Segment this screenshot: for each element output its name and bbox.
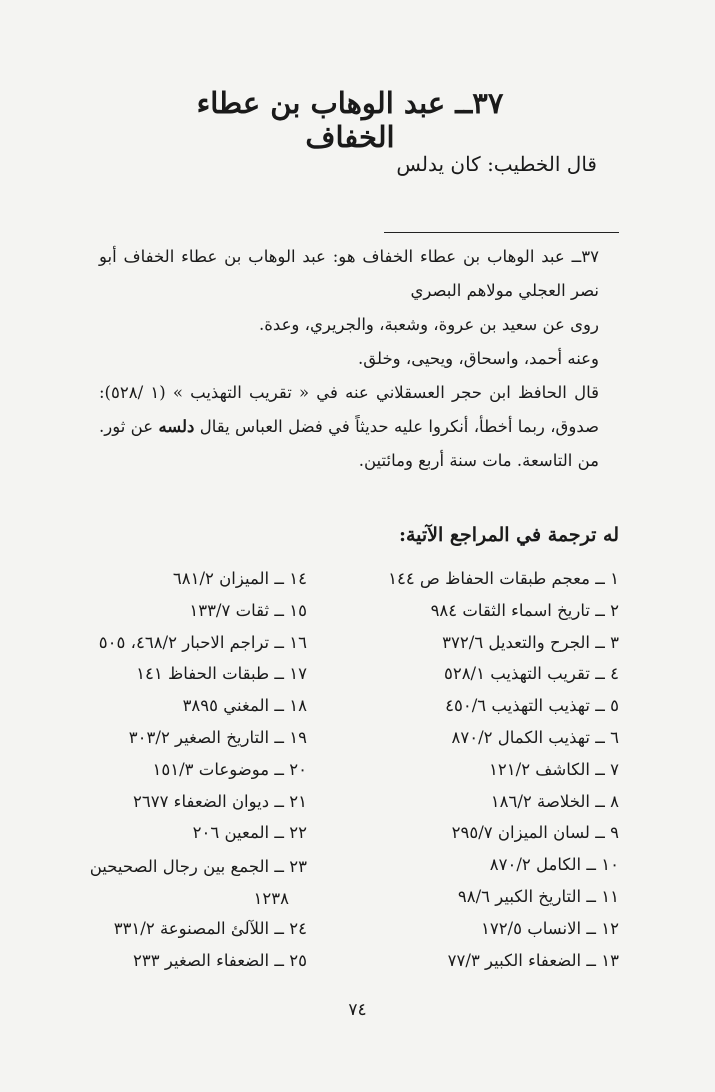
reference-item: ٢٠ ــ موضوعات ١٥١/٣ — [152, 759, 307, 779]
ibn-hajar-text-end: عن ثور. من التاسعة. مات سنة أربع ومائتين. — [99, 417, 599, 470]
footnote-narrated-by: وعنه أحمد، واسحاق، ويحيى، وخلق. — [357, 349, 599, 368]
reference-item: ٥ ــ تهذيب التهذيب ٤٥٠/٦ — [445, 696, 619, 716]
reference-item: ١٠ ــ الكامل ٨٧٠/٢ — [489, 855, 619, 875]
reference-item: ١٨ ــ المغني ٣٨٩٥ — [182, 696, 307, 716]
reference-item: ٢٤ ــ اللآلئ المصنوعة ٣٣١/٢ — [113, 918, 307, 938]
references-left-column — [7, 565, 307, 978]
reference-23-title: ٢٣ ــ الجمع بين رجال الصحيحين — [89, 857, 307, 877]
reference-item: ٢ ــ تاريخ اسماء الثقات ٩٨٤ — [430, 600, 619, 620]
footnote-separator — [384, 232, 619, 233]
footnote-narrated-from: روى عن سعيد بن عروة، وشعبة، والجريري، وعدة. — [259, 315, 599, 334]
ibn-hajar-text-start: قال الحافظ ابن حجر العسقلاني عنه في « تقريب التهذيب » (١ /٥٢٨): صدوق، ربما أخطأ، أنكروا عليه حديثاً في فضل العباس يقال — [99, 383, 599, 436]
reference-item: ٢٥ ــ الضعفاء الصغير ٢٣٣ — [133, 950, 307, 970]
reference-item: ٧ ــ الكاشف ١٢١/٢ — [489, 759, 619, 779]
reference-item: ٢١ ــ ديوان الضعفاء ٢٦٧٧ — [132, 791, 307, 811]
reference-item: ١٥ ــ ثقات ١٣٣/٧ — [189, 600, 307, 620]
reference-item: ١٣ ــ الضعفاء الكبير ٧٧/٣ — [447, 950, 619, 970]
entry-title: ٣٧ــ عبد الوهاب بن عطاء الخفاف — [196, 86, 504, 154]
page-number: ٧٤ — [348, 1000, 367, 1020]
reference-item: ١٦ ــ تراجم الاحبار ٤٦٨/٢، ٥٠٥ — [98, 632, 307, 652]
reference-item: ٢٢ ــ المعين ٢٠٦ — [192, 823, 307, 843]
references-heading: له ترجمة في المراجع الآتية: — [398, 524, 619, 546]
reference-item: ١٤ ــ الميزان ٦٨١/٢ — [172, 569, 307, 588]
reference-23-number: ١٢٣٨ — [253, 888, 289, 908]
reference-item: ١٢ ــ الانساب ١٧٢/٥ — [480, 918, 619, 938]
reference-item: ١٧ ــ طبقات الحفاظ ١٤١ — [136, 664, 307, 684]
footnote-biography: ٣٧ــ عبد الوهاب بن عطاء الخفاف هو: عبد الوهاب بن عطاء الخفاف أبو نصر العجلي مولاهم البصري — [99, 247, 599, 300]
reference-item: ٦ ــ تهذيب الكمال ٨٧٠/٢ — [451, 727, 619, 747]
ibn-hajar-bold-word: دلسه — [158, 417, 195, 436]
khatib-statement: قال الخطيب: كان يدلس — [396, 152, 597, 176]
reference-item: ٩ ــ لسان الميزان ٢٩٥/٧ — [451, 823, 619, 843]
references-right-column — [359, 565, 619, 978]
reference-item: ١ ــ معجم طبقات الحفاظ ص ١٤٤ — [388, 569, 619, 588]
reference-item: ٤ ــ تقريب التهذيب ٥٢٨/١ — [443, 664, 619, 684]
reference-item: ٨ ــ الخلاصة ١٨٦/٢ — [490, 791, 619, 811]
reference-item: ٣ ــ الجرح والتعديل ٣٧٢/٦ — [442, 632, 619, 652]
reference-item: ١٩ ــ التاريخ الصغير ٣٠٣/٢ — [128, 727, 307, 747]
reference-item-23 — [7, 851, 307, 915]
footnote — [99, 240, 619, 478]
footnote-ibn-hajar — [99, 376, 619, 478]
reference-item: ١١ ــ التاريخ الكبير ٩٨/٦ — [457, 886, 619, 906]
